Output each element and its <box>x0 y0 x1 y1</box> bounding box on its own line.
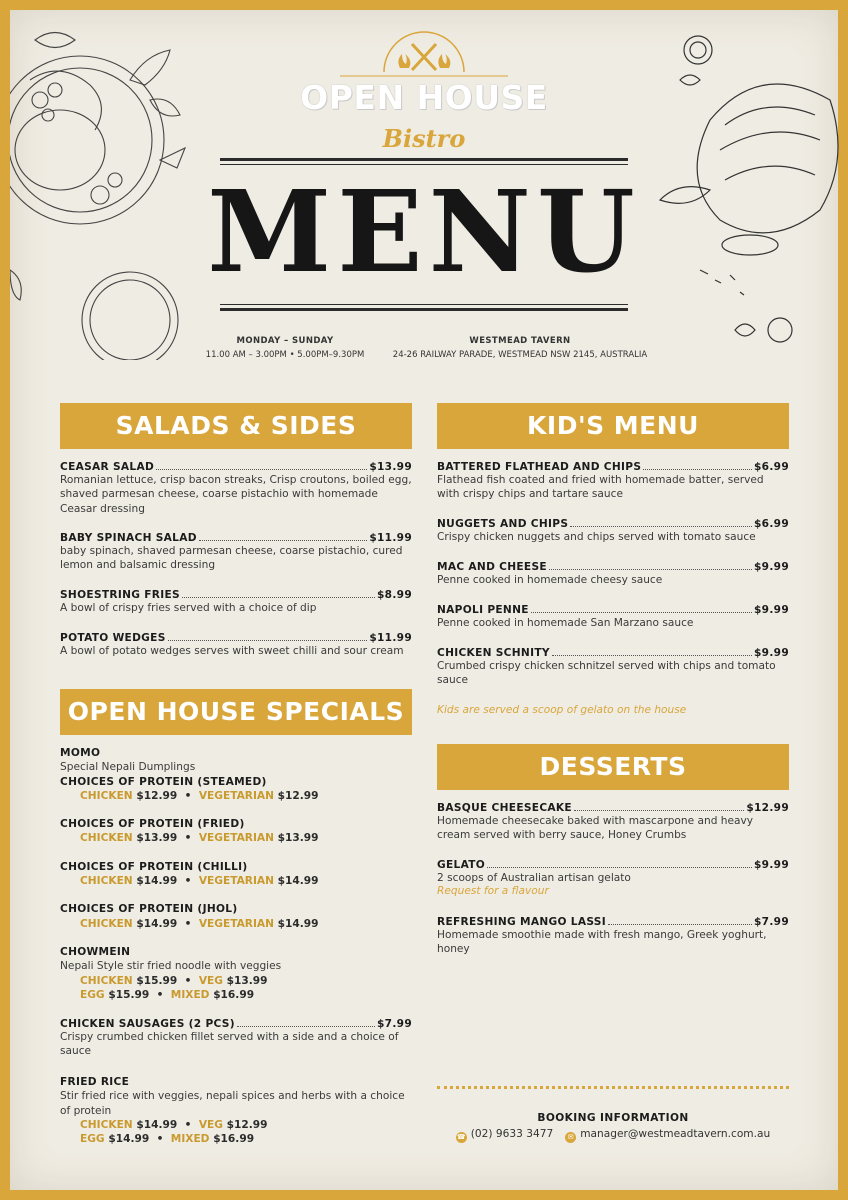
item-name: MOMO <box>60 747 101 759</box>
item-desc: baby spinach, shaved parmesan cheese, coarse pistachio, cured lemon and balsamic dressing <box>60 545 403 572</box>
brand-name: OPEN HOUSE <box>300 78 548 117</box>
brand-sub: Bistro <box>382 124 466 153</box>
chowmein-prices: EGG $15.99 • MIXED $16.99 <box>80 988 255 1001</box>
item-price: $6.99 <box>753 518 789 530</box>
salads-banner: SALADS & SIDES <box>60 403 412 449</box>
menu-item <box>60 1018 412 1059</box>
item-name: NAPOLI PENNE <box>437 604 529 616</box>
item-price: $11.99 <box>369 632 412 644</box>
item-price: $8.99 <box>376 589 412 601</box>
menu-item <box>437 604 789 630</box>
item-desc: Flathead fish coated and fried with homemade batter, served with crispy chips and tartare sauce <box>437 474 764 501</box>
item-desc: Crispy crumbed chicken fillet served with a side and a choice of sauce <box>60 1031 399 1058</box>
phone-icon: ☎ <box>456 1133 466 1141</box>
friedrice-prices: EGG $14.99 • MIXED $16.99 <box>80 1133 255 1146</box>
item-name: FRIED RICE <box>60 1076 130 1088</box>
item-name: REFRESHING MANGO LASSI <box>437 916 606 928</box>
steak-sketch-right <box>640 30 840 350</box>
email-contact[interactable] <box>565 1128 770 1143</box>
protein-prices: CHICKEN $12.99 • VEGETARIAN $12.99 <box>80 789 319 802</box>
title-rule-top <box>220 158 628 161</box>
menu-item <box>60 589 412 615</box>
item-desc: 2 scoops of Australian artisan gelato <box>437 872 631 884</box>
item-price: $11.99 <box>369 532 412 544</box>
item-price: $9.99 <box>753 647 789 659</box>
item-name: CHICKEN SAUSAGES (2 PCS) <box>60 1018 235 1030</box>
menu-item <box>437 561 789 587</box>
menu-item <box>60 632 412 658</box>
item-desc: Homemade smoothie made with fresh mango, Greek yoghurt, honey <box>437 929 767 956</box>
brand-logo <box>300 28 548 153</box>
email-address: manager@westmeadtavern.com.au <box>580 1128 771 1140</box>
item-name: BASQUE CHEESECAKE <box>437 802 572 814</box>
item-price: $7.99 <box>376 1018 412 1030</box>
item-name: NUGGETS AND CHIPS <box>437 518 569 530</box>
item-price: $9.99 <box>753 604 789 616</box>
hours-days: MONDAY – SUNDAY <box>236 336 334 346</box>
menu-item <box>437 802 789 843</box>
title-rule-bottom <box>220 308 628 311</box>
phone-contact[interactable] <box>456 1128 553 1143</box>
specials-banner: OPEN HOUSE SPECIALS <box>60 689 412 735</box>
item-price: $9.99 <box>753 859 789 871</box>
menu-item <box>60 461 412 516</box>
menu-item <box>437 859 789 897</box>
gelato-note: Request for a flavour <box>437 885 549 898</box>
food-sketch-left <box>10 20 210 360</box>
item-price: $12.99 <box>746 802 789 814</box>
friedrice-prices: CHICKEN $14.99 • VEG $12.99 <box>80 1118 268 1131</box>
fork-knife-icon <box>300 28 548 78</box>
item-name: CHOWMEIN <box>60 945 131 958</box>
item-name: CEASAR SALAD <box>60 461 155 473</box>
item-name: BATTERED FLATHEAD AND CHIPS <box>437 461 642 473</box>
menu-item <box>437 916 789 957</box>
menu-item <box>60 1075 412 1146</box>
title-rule-bottom-thin <box>220 304 628 305</box>
protein-heading: CHOICES OF PROTEIN (STEAMED) <box>60 775 267 788</box>
item-name: SHOESTRING FRIES <box>60 589 180 601</box>
item-desc: A bowl of potato wedges serves with sweet chilli and sour cream <box>60 645 404 657</box>
page-title: MENU <box>207 167 641 298</box>
item-desc: Crispy chicken nuggets and chips served with tomato sauce <box>437 531 756 543</box>
title-rule-top-thin <box>220 164 628 165</box>
protein-heading: CHOICES OF PROTEIN (JHOL) <box>60 903 238 916</box>
venue-info <box>380 334 660 362</box>
menu-item <box>437 461 789 502</box>
protein-heading: CHOICES OF PROTEIN (FRIED) <box>60 818 245 831</box>
item-desc: Penne cooked in homemade cheesy sauce <box>437 574 663 586</box>
specials-list <box>60 746 412 1002</box>
hours-times: 11.00 AM – 3.00PM • 5.00PM–9.30PM <box>205 350 365 360</box>
item-name: GELATO <box>437 859 486 871</box>
venue-address: 24-26 RAILWAY PARADE, WESTMEAD NSW 2145, AUSTRALIA <box>392 350 648 360</box>
item-name: MAC AND CHEESE <box>437 561 547 573</box>
item-desc: Crumbed crispy chicken schnitzel served with chips and tomato sauce <box>437 660 776 687</box>
menu-item <box>437 518 789 544</box>
item-desc: Stir fried rice with veggies, nepali spices and herbs with a choice of protein <box>60 1090 405 1117</box>
protein-prices: CHICKEN $13.99 • VEGETARIAN $13.99 <box>80 832 319 845</box>
item-price: $9.99 <box>753 561 789 573</box>
item-price: $6.99 <box>753 461 789 473</box>
item-name: POTATO WEDGES <box>60 632 166 644</box>
item-desc: Special Nepali Dumplings <box>60 761 196 774</box>
phone-number: (02) 9633 3477 <box>470 1128 554 1140</box>
booking-info <box>437 1112 789 1143</box>
item-desc: A bowl of crispy fries served with a choice of dip <box>60 602 317 614</box>
menu-item <box>437 647 789 688</box>
item-name: CHICKEN SCHNITY <box>437 647 550 659</box>
item-desc: Penne cooked in homemade San Marzano sauce <box>437 617 694 629</box>
menu-item <box>60 532 412 573</box>
chowmein-prices: CHICKEN $15.99 • VEG $13.99 <box>80 974 268 987</box>
item-desc: Homemade cheesecake baked with mascarpone and heavy cream served with berry sauce, Honey Crumbs <box>437 815 754 842</box>
item-name: BABY SPINACH SALAD <box>60 532 197 544</box>
desserts-banner: DESSERTS <box>437 744 789 790</box>
item-price: $7.99 <box>753 916 789 928</box>
item-price: $13.99 <box>369 461 412 473</box>
booking-title: BOOKING INFORMATION <box>537 1112 689 1124</box>
protein-heading: CHOICES OF PROTEIN (CHILLI) <box>60 860 248 873</box>
booking-divider <box>437 1086 789 1089</box>
item-desc: Romanian lettuce, crisp bacon streaks, Crisp croutons, boiled egg, shaved parmesan cheese, coarse pistachio with homemade Ceasar dressing <box>60 474 412 515</box>
opening-hours <box>190 334 380 362</box>
email-icon: ✉ <box>565 1132 576 1143</box>
venue-name: WESTMEAD TAVERN <box>469 336 571 346</box>
item-desc: Nepali Style stir fried noodle with veggies <box>60 960 282 973</box>
protein-prices: CHICKEN $14.99 • VEGETARIAN $14.99 <box>80 917 319 930</box>
kids-banner: KID'S MENU <box>437 403 789 449</box>
kids-note: Kids are served a scoop of gelato on the house <box>437 704 687 716</box>
protein-prices: CHICKEN $14.99 • VEGETARIAN $14.99 <box>80 875 319 888</box>
